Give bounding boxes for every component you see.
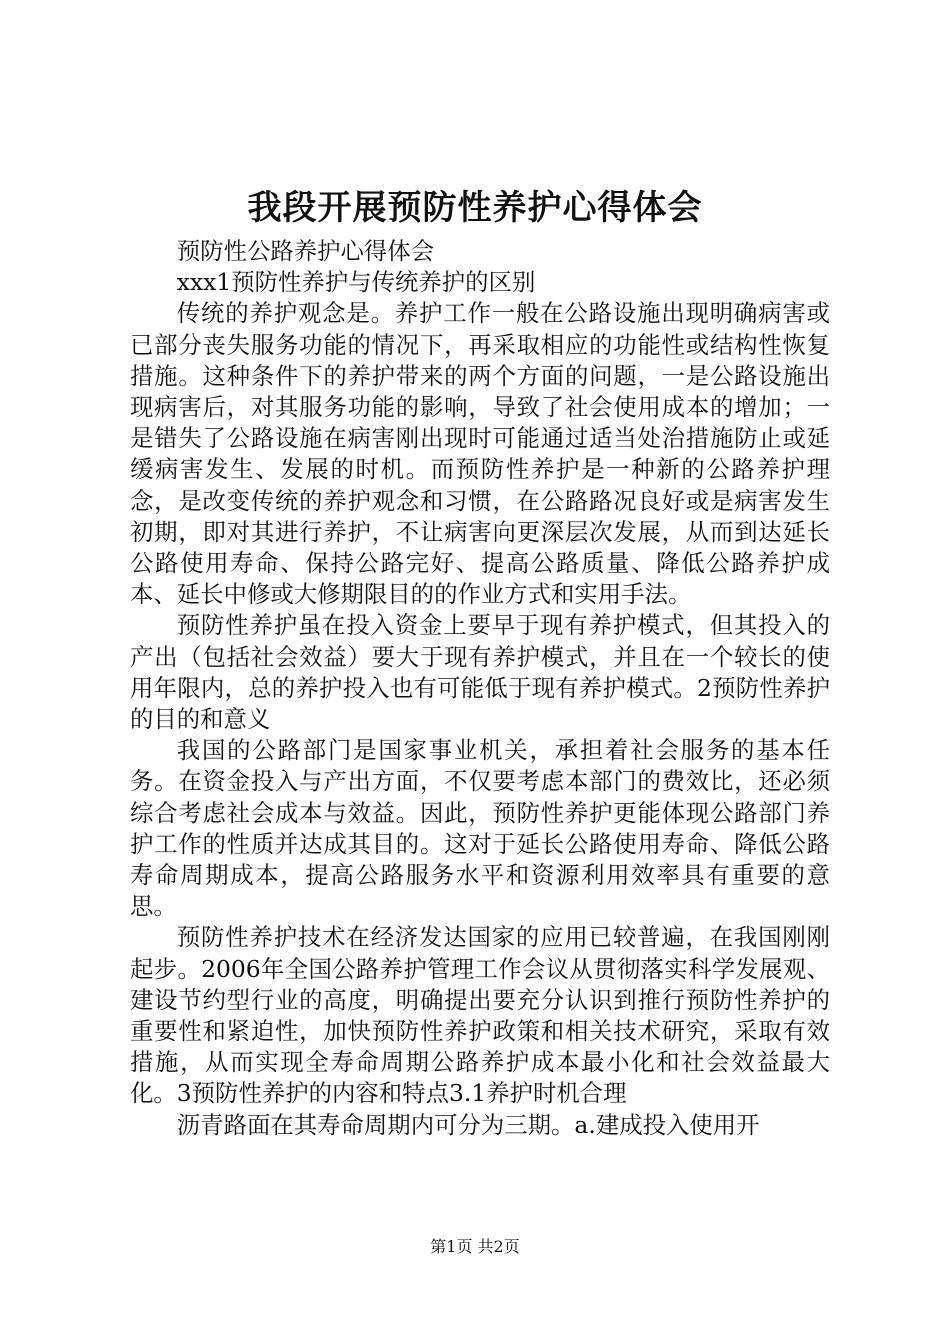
paragraph-traditional-maintenance: 传统的养护观念是。养护工作一般在公路设施出现明确病害或已部分丧失服务功能的情况下，再采取相应的功能性或结构性恢复措施。这种条件下的养护带来的两个方面的问题，一是公路设施出现病害后，对其服务功能的影响，导致了社会使用成本的增加；一是错失了公路设施在病害刚出现时可能通过适当处治措施防止或延缓病害发生、发展的时机。而预防性养护是一种新的公路养护理念，是改变传统的养护观念和习惯，在公路路况良好或是病害发生初期，即对其进行养护，不让病害向更深层次发展，从而到达延长公路使用寿命、保持公路完好、提高公路质量、降低公路养护成本、延长中修或大修期限目的的作业方式和实用手法。 (130, 299, 830, 609)
paragraph-technology-application: 预防性养护技术在经济发达国家的应用已较普遍，在我国刚刚起步。2006年全国公路养护管理工作会议从贯彻落实科学发展观、建设节约型行业的高度，明确提出要充分认识到推行预防性养护的重要性和紧迫性，加快预防性养护政策和相关技术研究，采取有效措施，从而实现全寿命周期公路养护成本最小化和社会效益最大化。3预防性养护的内容和特点3.1养护时机合理 (130, 923, 830, 1108)
paragraph-asphalt-pavement: 沥青路面在其寿命周期内可分为三期。a.建成投入使用开 (176, 1110, 760, 1139)
paragraph-investment-comparison: 预防性养护虽在投入资金上要早于现有养护模式，但其投入的产出（包括社会效益）要大于现有养护模式，并且在一个较长的使用年限内，总的养护投入也有可能低于现有养护模式。2预防性养护的目的和意义 (130, 611, 830, 734)
paragraph-purpose-significance: 我国的公路部门是国家事业机关，承担着社会服务的基本任务。在资金投入与产出方面，不仅要考虑本部门的费效比，还必须综合考虑社会成本与效益。因此，预防性养护更能体现公路部门养护工作的性质并达成其目的。这对于延长公路使用寿命、降低公路寿命周期成本，提高公路服务水平和资源利用效率具有重要的意思。 (130, 736, 830, 921)
page-number-footer: 第1页 共2页 (430, 1237, 520, 1256)
paragraph-section-1-heading: xxx1预防性养护与传统养护的区别 (176, 268, 536, 297)
paragraph-subtitle: 预防性公路养护心得体会 (176, 237, 435, 265)
document-body (130, 236, 830, 1141)
document-title: 我段开展预防性养护心得体会 (247, 188, 703, 228)
